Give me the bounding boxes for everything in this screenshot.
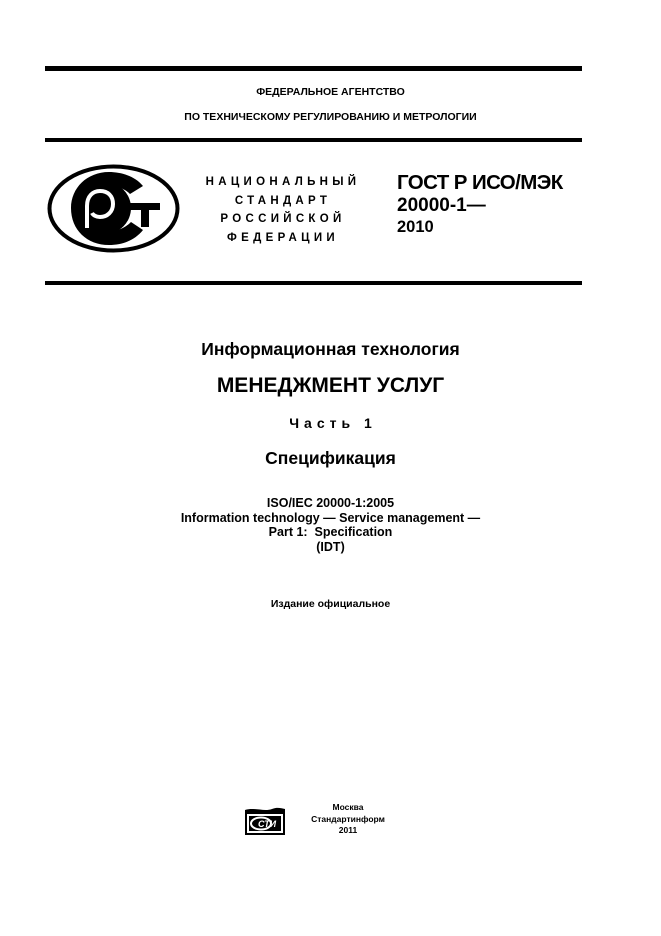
publisher-block — [300, 802, 396, 837]
national-standard-label — [196, 173, 370, 248]
part-label: Часть 1 — [289, 415, 377, 431]
standard-designation — [397, 171, 563, 237]
source-standard-line: (IDT) — [316, 539, 345, 554]
designation-rule — [45, 281, 582, 285]
designation-line: 2010 — [397, 218, 434, 236]
rst-certification-mark-icon — [47, 164, 180, 253]
agency-line-1: ФЕДЕРАЛЬНОЕ АГЕНТСТВО — [256, 86, 405, 98]
source-standard-line: ISO/IEC 20000-1:2005 — [266, 496, 395, 510]
national-standard-line: СТАНДАРТ — [234, 194, 332, 207]
main-title: МЕНЕДЖМЕНТ УСЛУГ — [216, 374, 445, 397]
header-rule — [45, 138, 582, 142]
national-standard-line: РОССИЙСКОЙ — [220, 213, 346, 226]
edition-label: Издание официальное — [270, 598, 391, 610]
publisher-city: Москва — [332, 802, 364, 812]
national-standard-line: НАЦИОНАЛЬНЫЙ — [205, 176, 361, 188]
subject-title: Информационная технология — [201, 339, 460, 359]
publisher-name: Стандартинформ — [311, 813, 385, 824]
source-standard-line: Information technology — Service management — — [180, 510, 481, 525]
source-standard-block — [0, 496, 661, 554]
subtitle: Спецификация — [265, 448, 396, 468]
designation-line: 20000-1— — [397, 195, 486, 216]
source-standard-line: Part 1: Specification — [268, 525, 393, 539]
svg-text:СТИ: СТИ — [258, 819, 277, 829]
designation-line: ГОСТ Р ИСО/МЭК — [397, 171, 563, 194]
top-rule — [45, 66, 582, 71]
national-standard-line: ФЕДЕРАЦИИ — [227, 232, 339, 245]
standartinform-logo-icon — [244, 806, 286, 836]
agency-line-2: ПО ТЕХНИЧЕСКОМУ РЕГУЛИРОВАНИЮ И МЕТРОЛОГИИ — [184, 111, 477, 123]
publication-year: 2011 — [338, 825, 358, 835]
